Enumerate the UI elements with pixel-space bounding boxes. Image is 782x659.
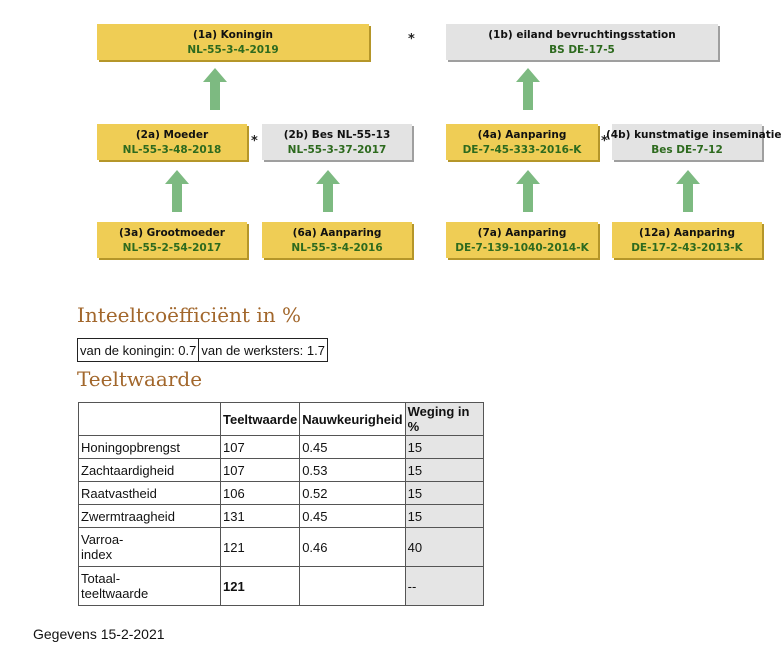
- arrow-up-icon: [316, 170, 340, 212]
- table-row: [79, 482, 484, 505]
- node-title: (4b) kunstmatige inseminatie: [606, 129, 782, 141]
- arrow-up-icon: [516, 68, 540, 110]
- row-label-line: index: [81, 547, 113, 562]
- row-accuracy: [300, 567, 405, 606]
- row-value: 131: [221, 505, 300, 528]
- node-title: (12a) Aanparing: [638, 227, 735, 239]
- node-title: (7a) Aanparing: [477, 227, 567, 239]
- inteelt-koningin: van de koningin: 0.7: [78, 339, 199, 362]
- arrow-up-icon: [203, 68, 227, 110]
- node-code: NL-55-3-37-2017: [287, 144, 387, 156]
- node-title: (2a) Moeder: [135, 129, 209, 141]
- arrow-up-icon: [516, 170, 540, 212]
- row-value: 106: [221, 482, 300, 505]
- node-3a-grootmoeder: [97, 222, 247, 258]
- table-row: [79, 459, 484, 482]
- row-accuracy: 0.46: [300, 528, 405, 567]
- row-label-line: teeltwaarde: [81, 586, 149, 601]
- row-label: [79, 567, 221, 606]
- table-row: [79, 505, 484, 528]
- arrow-up-icon: [676, 170, 700, 212]
- arrow-up-icon: [165, 170, 189, 212]
- mating-star: *: [408, 32, 415, 47]
- node-4a-aanparing: [446, 124, 598, 160]
- teeltwaarde-heading: Teeltwaarde: [77, 367, 203, 391]
- row-label: Honingopbrengst: [79, 436, 221, 459]
- row-weight: 15: [405, 459, 483, 482]
- mating-star: *: [251, 134, 258, 149]
- row-accuracy: 0.52: [300, 482, 405, 505]
- row-label: Raatvastheid: [79, 482, 221, 505]
- row-value: 107: [221, 459, 300, 482]
- row-value: 121: [221, 528, 300, 567]
- row-label: Zwermtraagheid: [79, 505, 221, 528]
- row-weight: --: [405, 567, 483, 606]
- column-header: [79, 403, 221, 436]
- row-accuracy: 0.45: [300, 436, 405, 459]
- row-accuracy: 0.53: [300, 459, 405, 482]
- table-row-total: [79, 567, 484, 606]
- node-code: NL-55-3-4-2016: [291, 242, 383, 254]
- node-1b-bevruchtingsstation: [446, 24, 718, 60]
- row-value: 107: [221, 436, 300, 459]
- inteelt-heading: Inteeltcoëfficiënt in %: [77, 303, 301, 327]
- inteelt-table: [77, 338, 328, 362]
- inteelt-werksters: van de werksters: 1.7: [199, 339, 328, 362]
- table-row: [79, 436, 484, 459]
- row-label: Zachtaardigheid: [79, 459, 221, 482]
- row-value: 121: [221, 567, 300, 606]
- row-label-line: Varroa-: [81, 532, 124, 547]
- node-title: (1a) Koningin: [193, 29, 273, 41]
- row-weight: 15: [405, 505, 483, 528]
- row-label: [79, 528, 221, 567]
- table-row: [79, 528, 484, 567]
- node-7a-aanparing: [446, 222, 598, 258]
- node-code: BS DE-17-5: [549, 44, 615, 56]
- node-2a-moeder: [97, 124, 247, 160]
- teeltwaarde-table: [78, 402, 484, 606]
- node-2b-bes: [262, 124, 412, 160]
- node-title: (6a) Aanparing: [292, 227, 382, 239]
- node-code: DE-7-45-333-2016-K: [462, 144, 582, 156]
- node-code: DE-7-139-1040-2014-K: [455, 242, 589, 254]
- row-weight: 40: [405, 528, 483, 567]
- row-weight: 15: [405, 482, 483, 505]
- node-title: (3a) Grootmoeder: [119, 227, 225, 239]
- column-header: Weging in %: [405, 403, 483, 436]
- row-accuracy: 0.45: [300, 505, 405, 528]
- row-label-line: Totaal-: [81, 571, 121, 586]
- node-code: Bes DE-7-12: [651, 144, 723, 156]
- mating-star: *: [601, 134, 608, 149]
- data-date: Gegevens 15-2-2021: [33, 626, 165, 642]
- column-header: Nauwkeurigheid: [300, 403, 405, 436]
- node-6a-aanparing: [262, 222, 412, 258]
- node-code: DE-17-2-43-2013-K: [631, 242, 743, 254]
- node-code: NL-55-3-4-2019: [187, 44, 279, 56]
- node-1a-koningin: [97, 24, 369, 60]
- node-title: (1b) eiland bevruchtingsstation: [488, 29, 676, 41]
- node-title: (4a) Aanparing: [477, 129, 567, 141]
- node-title: (2b) Bes NL-55-13: [283, 129, 391, 141]
- row-weight: 15: [405, 436, 483, 459]
- node-4b-kunstmatige-inseminatie: [606, 124, 782, 160]
- node-12a-aanparing: [612, 222, 762, 258]
- column-header: Teeltwaarde: [221, 403, 300, 436]
- node-code: NL-55-2-54-2017: [122, 242, 222, 254]
- node-code: NL-55-3-48-2018: [122, 144, 222, 156]
